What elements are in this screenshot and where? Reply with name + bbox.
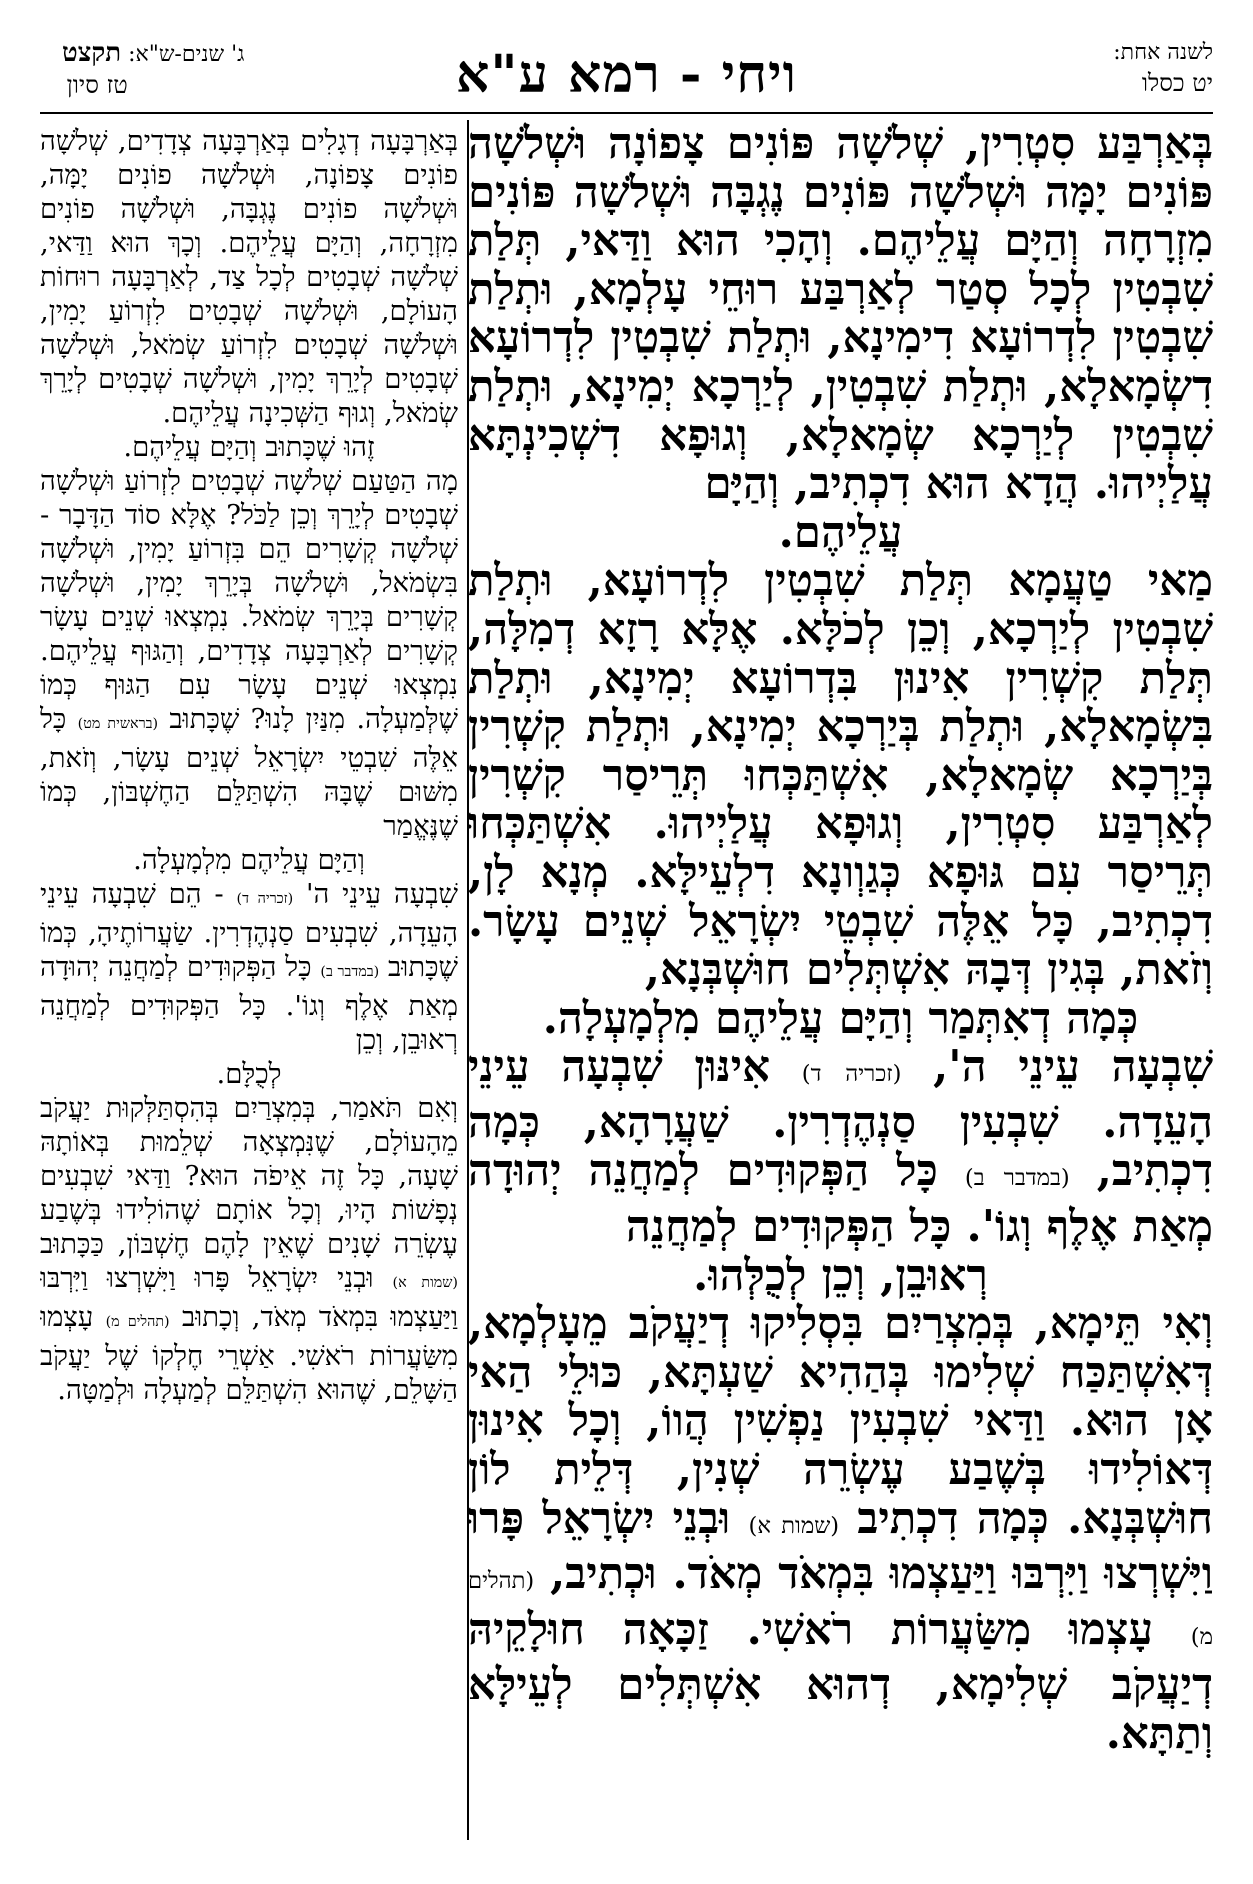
three-year-cycle-label: ג' שנים-ש"א: xyxy=(128,42,245,67)
source-ref: (תהלים מ) xyxy=(468,1568,1213,1650)
commentary-paragraph-2-end: וְהַיָּם עֲלֵיהֶם מִלְמָעְלָה. xyxy=(133,844,365,876)
main-paragraph-1-end: עֲלֵיהֶם. xyxy=(778,506,903,558)
source-ref: (שמות א) xyxy=(392,1275,458,1291)
header-rule xyxy=(40,112,1213,114)
source-ref: (שמות א) xyxy=(748,1512,840,1539)
one-year-cycle-label: לשנה אחת: xyxy=(1113,40,1213,65)
commentary-paragraph-1-end: זֶהוּ שֶׁכָּתוּב וְהַיָּם עֲלֵיהֶם. xyxy=(123,431,375,463)
source-ref: (בראשית מט) xyxy=(77,716,159,732)
source-ref: (תהלים מ) xyxy=(105,1314,170,1330)
source-ref: (במדבר ב) xyxy=(964,1165,1070,1192)
commentary-paragraph-4: וְאִם תֹּאמַר, בְּמִצְרַיִם בְּהִסְתַּלְּקוּת יַעֲקֹב מֵהָעוֹלָם, שֶׁנִּמְצְאָה שְׁלֵמוּת בְּאוֹתָהּ שָׁעָה, כָּל זֶה אֵיפֹה הוּא? וַדַּאי שִׁבְעִים נְפָשׁוֹת הָיוּ, וְכָל אוֹתָם שֶׁהוֹלִידוּ בְּשֶׁבַע עֶשְׂרֵה שָׁנִים שֶׁאֵין לָהֶם חֶשְׁבּוֹן, כַּכָּתוּב (שמות א) וּבְנֵי יִשְׂרָאֵל פָּרוּ וַיִּשְׁרְצוּ וַיִּרְבּוּ וַיַּעַצְמוּ בִּמְאֹד מְאֹד, וְכָתוּב (תהלים מ) עָצְמוּ מִשַּׂעֲרוֹת רֹאשִׁי. אַשְׁרֵי חֶלְקוֹ שֶׁל יַעֲקֹב הַשָּׁלֵם, שֶׁהוּא הִשְׁתַּלֵּם לְמַעְלָה וּלְמַטָּה. xyxy=(40,1092,458,1406)
one-year-cycle-date: יט כסלו xyxy=(1141,69,1213,97)
main-paragraph-1: בְּאַרְבַּע סִטְרִין, שְׁלֹשָׁה פּוֹנִים צָפוֹנָה וּשְׁלֹשָׁה פּוֹנִים יָמָּה וּשְׁלֹשָׁה פּוֹנִים נֶגְבָּה וּשְׁלֹשָׁה פּוֹנִים מִזְרָחָה וְהַיָּם עֲלֵיהֶם. וְהָכִי הוּא וַדַּאי, תְּלַת שִׁבְטִין לְכָל סְטַר לְאַרְבַּע רוּחֵי עָלְמָא, וּתְלַת שִׁבְטִין לִדְרוֹעָא דִימִינָא, וּתְלַת שִׁבְטִין לִדְרוֹעָא דִשְׂמָאלָא, וּתְלַת שִׁבְטִין, לְיַרְכָא יְמִינָא, וּתְלַת שִׁבְטִין לְיַרְכָא שְׂמָאלָא, וְגוּפָא דִשְׁכִינְתָּא עֲלַיְיהוּ. הֲדָא הוּא דִכְתִיב, וְהַיָּם xyxy=(468,120,1213,510)
commentary-paragraph-1: בְּאַרְבָּעָה דְגָלִים בְּאַרְבָּעָה צְדָדִים, שְׁלֹשָׁה פוֹנִים צָפוֹנָה, וּשְׁלֹשָׁה פוֹנִים יָמָּה, וּשְׁלֹשָׁה פוֹנִים נֶגְבָּה, וּשְׁלֹשָׁה פוֹנִים מִזְרָחָה, וְהַיָּם עֲלֵיהֶם. וְכָךְ הוּא וַדַּאי, שְׁלֹשָׁה שְׁבָטִים לְכָל צַד, לְאַרְבָּעָה רוּחוֹת הָעוֹלָם, וּשְׁלֹשָׁה שְׁבָטִים לִזְרוֹעַ יָמִין, וּשְׁלֹשָׁה שְׁבָטִים לִזְרוֹעַ שְׂמֹאל, וּשְׁלֹשָׁה שְׁבָטִים לְיָרֵךְ יָמִין, וּשְׁלֹשָׁה שְׁבָטִים לְיָרֵךְ שְׂמֹאל, וְגוּף הַשְּׁכִינָה עֲלֵיהֶם. xyxy=(40,125,458,429)
source-ref: (זכריה ד) xyxy=(236,891,294,907)
commentary-paragraph-3-end: לְכֻלָּם. xyxy=(216,1058,282,1090)
main-paragraph-3: שִׁבְעָה עֵינֵי ה', (זכריה ד) אִינּוּן שִׁבְעָה עֵינֵי הָעֵדָה. שִׁבְעִין סַנְהֶדְרִין. שַׁעֲרָהָא, כְּמָה דִכְתִיב, (במדבר ב) כָּל הַפְּקוּדִים לְמַחֲנֵה יְהוּדָה מְאַת אֶלֶף וְגוֹ'. כָּל הַפְּקוּדִים לְמַחֲנֵה xyxy=(468,1041,1213,1253)
page-number: תקצט xyxy=(62,38,122,68)
page-header xyxy=(40,30,1213,112)
hebrew-translation-text xyxy=(40,124,458,1854)
main-paragraph-2: מַאי טַעֲמָא תְּלַת שִׁבְטִין לִדְרוֹעָא, וּתְלַת שִׁבְטִין לְיַרְכָא, וְכֵן לְכֹלָּא. אֶלָּא רָזָא דְמִלָּה, תְּלַת קִשְׁרִין אִינוּן בִּדְרוֹעָא יְמִינָא, וּתְלַת בִּשְׂמָאלָא, וּתְלַת בְּיַרְכָא יְמִינָא, וּתְלַת קִשְׁרִין בְּיַרְכָא שְׂמָאלָא, אִשְׁתַּכְּחוּ תְּרֵיסַר קִשְׁרִין לְאַרְבַּע סִטְרִין, וְגוּפָא עֲלַיְיהוּ. אִשְׁתַּכְּחוּ תְּרֵיסַר עִם גּוּפָא כְּגַוְונָא דִלְעֵילָּא. מְנָא לָן, דִכְתִיב, כָּל אֵלֶּה שִׁבְטֵי יִשְׂרָאֵל שְׁנֵים עָשָׂר. וְזֹאת, בְּגִין דְּבָהּ אִשְׁתְּלִים חוּשְׁבְּנָא, xyxy=(468,555,1213,996)
page-title: ויחי - רמא ע"א xyxy=(456,44,797,105)
commentary-paragraph-3: שִׁבְעָה עֵינֵי ה' (זכריה ד) - הֵם שִׁבְעָה עֵינֵי הָעֵדָה, שִׁבְעִים סַנְהֶדְרִין. שַׂעֲרוֹתֶיהָ, כְּמוֹ שֶׁכָּתוּב (במדבר ב) כָּל הַפְּקוּדִים לְמַחֲנֵה יְהוּדָה מְאַת אֶלֶף וְגוֹ'. כָּל הַפְּקוּדִים לְמַחֲנֵה רְאוּבֵן, וְכֵן xyxy=(40,878,458,1056)
source-ref: (זכריה ד) xyxy=(801,1061,902,1088)
commentary-paragraph-2: מָה הַטַּעַם שְׁלֹשָׁה שְׁבָטִים לִזְרוֹעַ וּשְׁלֹשָׁה שְׁבָטִים לְיָרֵךְ וְכֵן לַכֹּל? אֶלָּא סוֹד הַדָּבָר - שְׁלֹשָׁה קְשָׁרִים הֵם בִּזְרוֹעַ יָמִין, וּשְׁלֹשָׁה בִּשְׂמֹאל, וּשְׁלֹשָׁה בְּיָרֵךְ יָמִין, וּשְׁלֹשָׁה קְשָׁרִים בְּיָרֵךְ שְׂמֹאל. נִמְצְאוּ שְׁנֵים עָשָׂר קְשָׁרִים לְאַרְבָּעָה צְדָדִים, וְהַגּוּף עֲלֵיהֶם. נִמְצְאוּ שְׁנֵים עָשָׂר עִם הַגּוּף כְּמוֹ שֶׁלְּמַעְלָה. מִנַּיִן לָנוּ? שֶׁכָּתוּב (בראשית מט) כָּל אֵלֶּה שִׁבְטֵי יִשְׂרָאֵל שְׁנֵים עָשָׂר, וְזֹאת, מִשּׁוּם שֶׁבָּהּ הִשְׁתַּלֵּם הַחֶשְׁבּוֹן, כְּמוֹ שֶׁנֶּאֱמַר xyxy=(40,465,458,842)
three-year-cycle-date: טז סיון xyxy=(66,71,128,99)
zohar-aramaic-text xyxy=(468,120,1213,1850)
main-paragraph-3-end: רְאוּבֵן, וְכֵן לְכֻלְּהוּ. xyxy=(693,1249,988,1301)
source-ref: (במדבר ב) xyxy=(320,964,380,980)
main-paragraph-2-end: כְּמָה דְאִתְּמַר וְהַיָּם עֲלֵיהֶם מִלְמָעְלָה. xyxy=(542,992,1139,1044)
main-paragraph-4: וְאִי תֵּימָא, בְּמִצְרַיִם בִּסְלִיקוּ דְיַעֲקֹב מֵעָלְמָא, דְּאִשְׁתַּכַּח שְׁלִימוּ בְּהַהִיא שַׁעְתָּא, כּוּלֵי הַאי אָן הוּא. וַדַּאי שִׁבְעִין נַפְשִׁין הֲווֹ, וְכָל אִינוּן דְּאוֹלִידוּ בְּשֶׁבַע עֶשְׂרֵה שְׁנִין, דְּלֵית לוֹן חוּשְׁבְּנָא. כְּמָה דִכְתִיב (שמות א) וּבְנֵי יִשְׂרָאֵל פָּרוּ וַיִּשְׁרְצוּ וַיִּרְבּוּ וַיַּעַצְמוּ בִּמְאֹד מְאֹד. וּכְתִיב, (תהלים מ) עָצְמוּ מִשַּׂעֲרוֹת רֹאשִׁי. זַכָּאָה חוּלָקֵיהּ דְיַעֲקֹב שְׁלִימָא, דְהוּא אִשְׁתְּלִים לְעֵילָּא וְתַתָּא. xyxy=(468,1298,1213,1759)
header-left xyxy=(40,38,244,100)
column-divider xyxy=(467,120,469,1840)
